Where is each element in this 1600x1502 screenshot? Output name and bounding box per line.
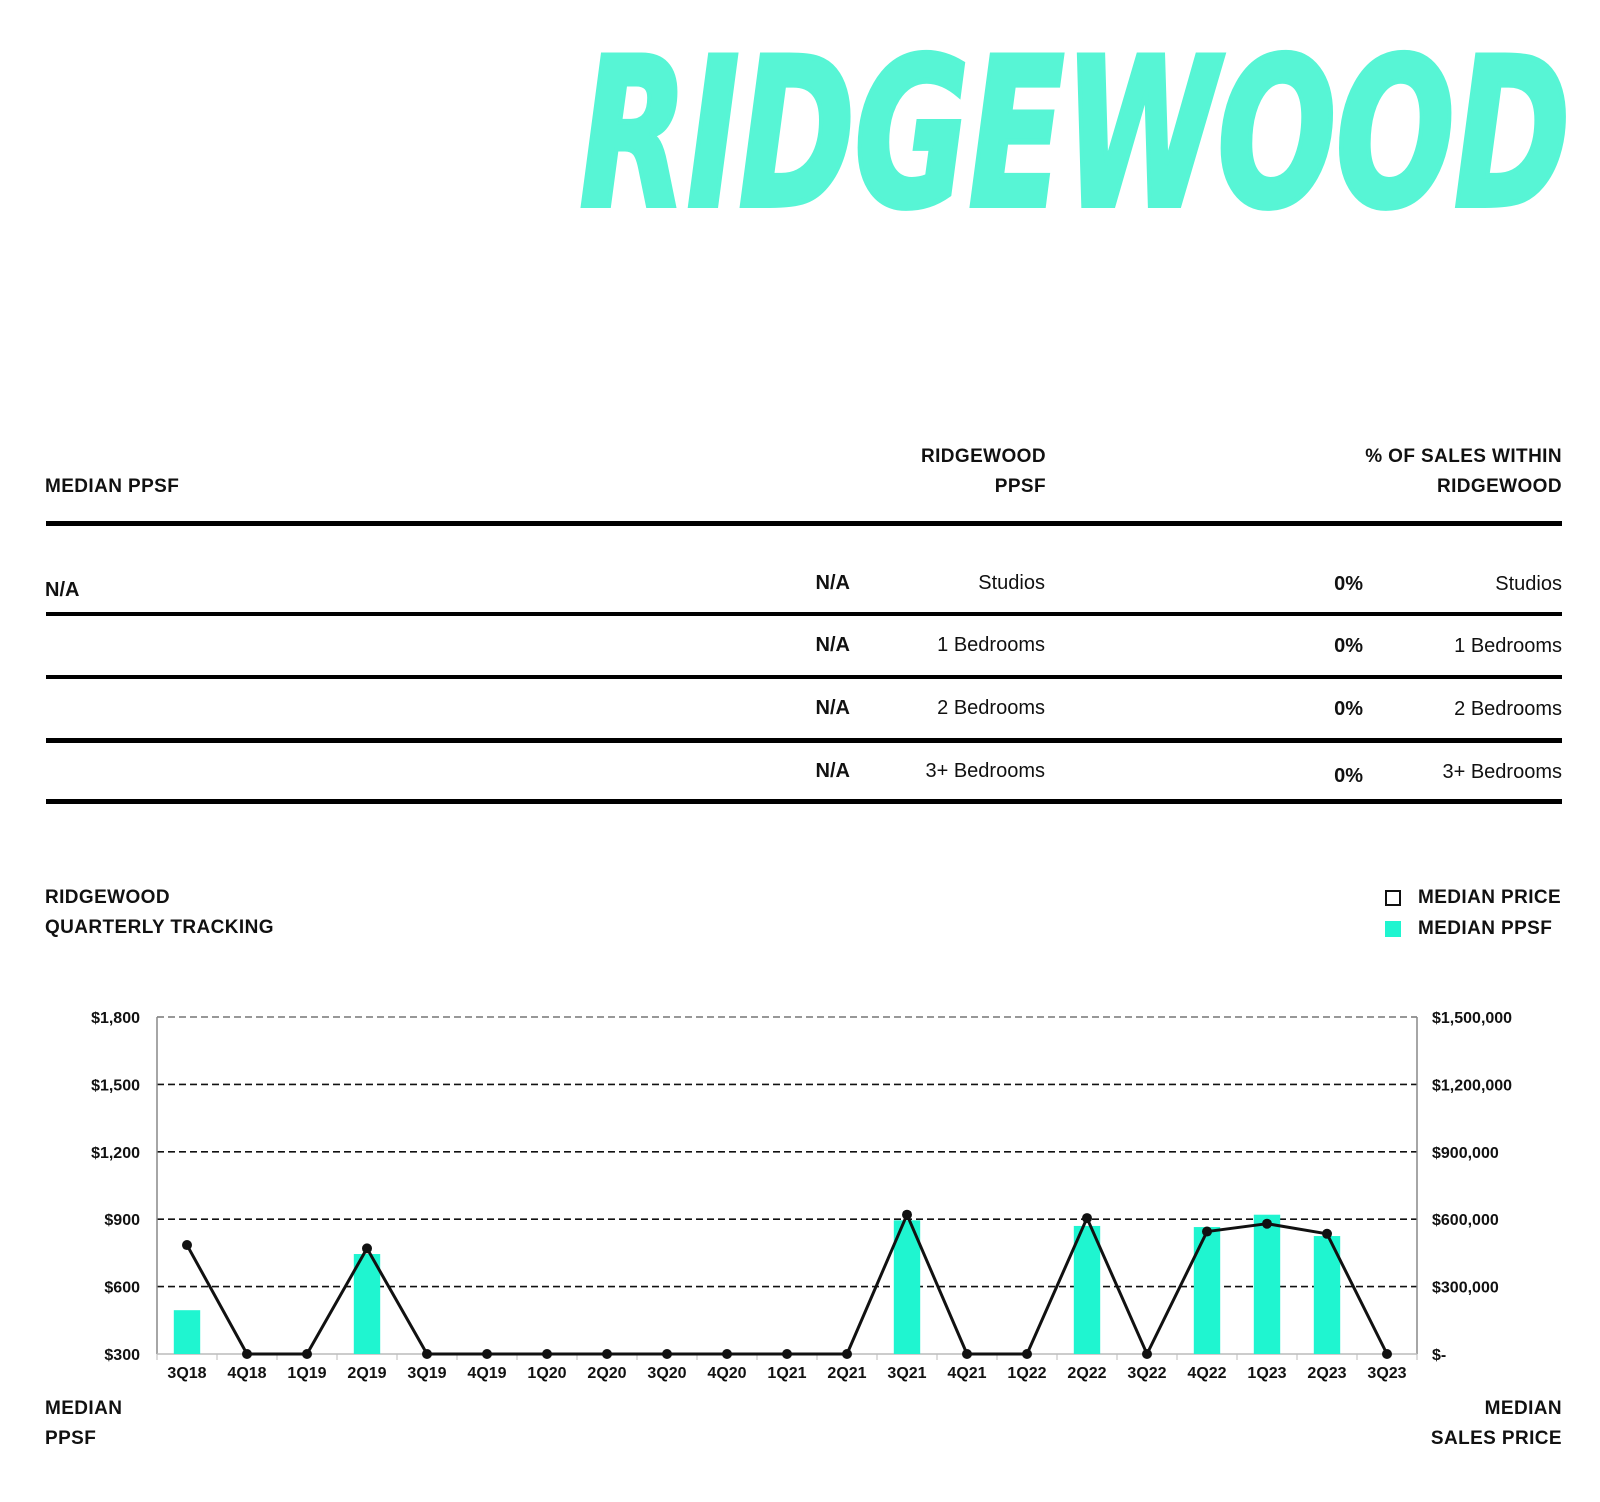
table-row-rule [46,675,1562,679]
legend-swatch-price [1385,890,1401,906]
x-axis-tick-label: 4Q21 [947,1365,987,1382]
median-price-point [1382,1349,1392,1359]
x-axis-labels [167,1365,1406,1382]
left-axis-tick-label: $900 [104,1212,140,1230]
right-axis-tick-label: $900,000 [1432,1144,1499,1162]
median-price-point [1022,1349,1032,1359]
x-axis-tick-label: 3Q20 [647,1365,687,1382]
right-axis-caption-line1: MEDIAN [1484,1398,1562,1419]
median-price-point [782,1349,792,1359]
ppsf-bar [1254,1215,1280,1354]
legend-item-median-ppsf [1385,914,1565,945]
x-axis-tick-label: 3Q23 [1367,1365,1407,1382]
ppsf-bar [1194,1227,1220,1354]
x-axis-tick-label: 1Q19 [287,1365,327,1382]
x-axis-tick-label: 1Q20 [527,1365,567,1382]
table-row-pct: 0% [1334,698,1363,720]
median-price-point [482,1349,492,1359]
table-row-label2: 1 Bedrooms [1454,635,1562,657]
x-axis-tick-label: 4Q19 [467,1365,507,1382]
x-axis-tick-label: 1Q22 [1007,1365,1047,1382]
chart-title-line1: RIDGEWOOD [45,887,170,908]
x-axis-tick-label: 1Q21 [767,1365,807,1382]
ppsf-bar [354,1254,380,1354]
table-left-header: MEDIAN PPSF [45,476,180,497]
table-row-ppsf: N/A [815,697,850,719]
table-row-pct: 0% [1334,635,1363,657]
ppsf-bars [174,1215,1340,1354]
x-axis-tick-label: 4Q18 [227,1365,267,1382]
left-axis-tick-label: $300 [104,1347,140,1364]
col2-header-line1: % OF SALES WITHIN [1365,446,1562,467]
banner-title: RIDGEWOOD [580,20,1570,240]
table-row-ppsf: N/A [815,760,850,782]
chart-section-title [45,883,274,943]
x-axis-tick-label: 2Q19 [347,1365,387,1382]
chart-title-line2: QUARTERLY TRACKING [45,917,274,938]
median-price-point [542,1349,552,1359]
median-price-point [662,1349,672,1359]
left-axis-tick-label: $600 [104,1279,140,1297]
median-price-point [422,1349,432,1359]
x-axis-tick-label: 1Q23 [1247,1365,1287,1382]
chart-grid [157,1017,1417,1360]
right-axis-caption [1300,1394,1562,1454]
col1-header-line2: PPSF [994,476,1046,497]
table-row-rule [46,612,1562,616]
x-axis-tick-label: 2Q23 [1307,1365,1347,1382]
x-axis-tick-label: 4Q22 [1187,1365,1227,1382]
median-price-point [362,1243,372,1253]
median-price-point [182,1240,192,1250]
left-axis-tick-label: $1,200 [91,1144,140,1162]
legend-swatch-ppsf [1385,921,1401,937]
x-axis-tick-label: 2Q20 [587,1365,627,1382]
right-axis-tick-label: $- [1432,1347,1447,1364]
left-axis-tick-label: $1,800 [91,1010,140,1027]
right-axis-tick-label: $600,000 [1432,1212,1499,1230]
left-axis-caption [45,1394,122,1454]
x-axis-tick-label: 2Q21 [827,1365,867,1382]
ridgewood-banner-logo [570,20,1580,240]
legend-label-ppsf: MEDIAN PPSF [1418,918,1553,939]
median-price-point [1322,1229,1332,1239]
median-price-point [902,1210,912,1220]
ppsf-bar [1074,1226,1100,1354]
table-row-pct: 0% [1334,765,1363,787]
x-axis-tick-label: 3Q22 [1127,1365,1167,1382]
left-axis-caption-line1: MEDIAN [45,1398,123,1419]
ppsf-bar [174,1310,200,1354]
table-row-label2: 3+ Bedrooms [1442,761,1562,783]
median-price-point [242,1349,252,1359]
table-col2-header [1262,442,1562,502]
median-price-point [1142,1349,1152,1359]
legend-item-median-price [1385,883,1565,914]
right-axis-tick-label: $300,000 [1432,1279,1499,1297]
table-row-label: 1 Bedrooms [937,634,1045,656]
table-row-pct: 0% [1334,573,1363,595]
median-price-point [1202,1227,1212,1237]
median-price-point [1262,1219,1272,1229]
table-row-ppsf: N/A [815,572,850,594]
left-axis-caption-line2: PPSF [45,1428,97,1449]
table-row-label2: 2 Bedrooms [1454,698,1562,720]
legend-label-price: MEDIAN PRICE [1418,887,1562,908]
table-row-rule [46,738,1562,743]
right-axis-tick-label: $1,500,000 [1432,1010,1513,1027]
table-row-ppsf: N/A [815,634,850,656]
left-axis-labels [91,1010,140,1364]
chart-legend [1385,883,1565,945]
ppsf-bar [894,1220,920,1354]
table-col1-header [820,442,1046,502]
table-row-label: 3+ Bedrooms [925,760,1045,782]
x-axis-tick-label: 3Q21 [887,1365,927,1382]
median-price-point [962,1349,972,1359]
right-axis-labels [1432,1010,1512,1364]
median-price-point [1082,1213,1092,1223]
table-row-label: Studios [978,572,1045,594]
median-price-point [722,1349,732,1359]
left-median-value: N/A [45,579,80,601]
right-axis-tick-label: $1,200,000 [1432,1077,1513,1095]
col2-header-line2: RIDGEWOOD [1437,476,1562,497]
table-row-label2: Studios [1495,573,1562,595]
x-axis-tick-label: 3Q19 [407,1365,447,1382]
table-row-label: 2 Bedrooms [937,697,1045,719]
x-axis-tick-label: 2Q22 [1067,1365,1107,1382]
table-header-rule [46,521,1562,526]
table-bottom-rule [46,799,1562,804]
left-axis-tick-label: $1,500 [91,1077,140,1095]
quarterly-tracking-chart [0,980,1600,1400]
col1-header-line1: RIDGEWOOD [921,446,1046,467]
x-axis-tick-label: 4Q20 [707,1365,747,1382]
median-price-point [602,1349,612,1359]
x-axis-tick-label: 3Q18 [167,1365,207,1382]
median-price-point [842,1349,852,1359]
median-price-point [302,1349,312,1359]
right-axis-caption-line2: SALES PRICE [1430,1428,1562,1449]
